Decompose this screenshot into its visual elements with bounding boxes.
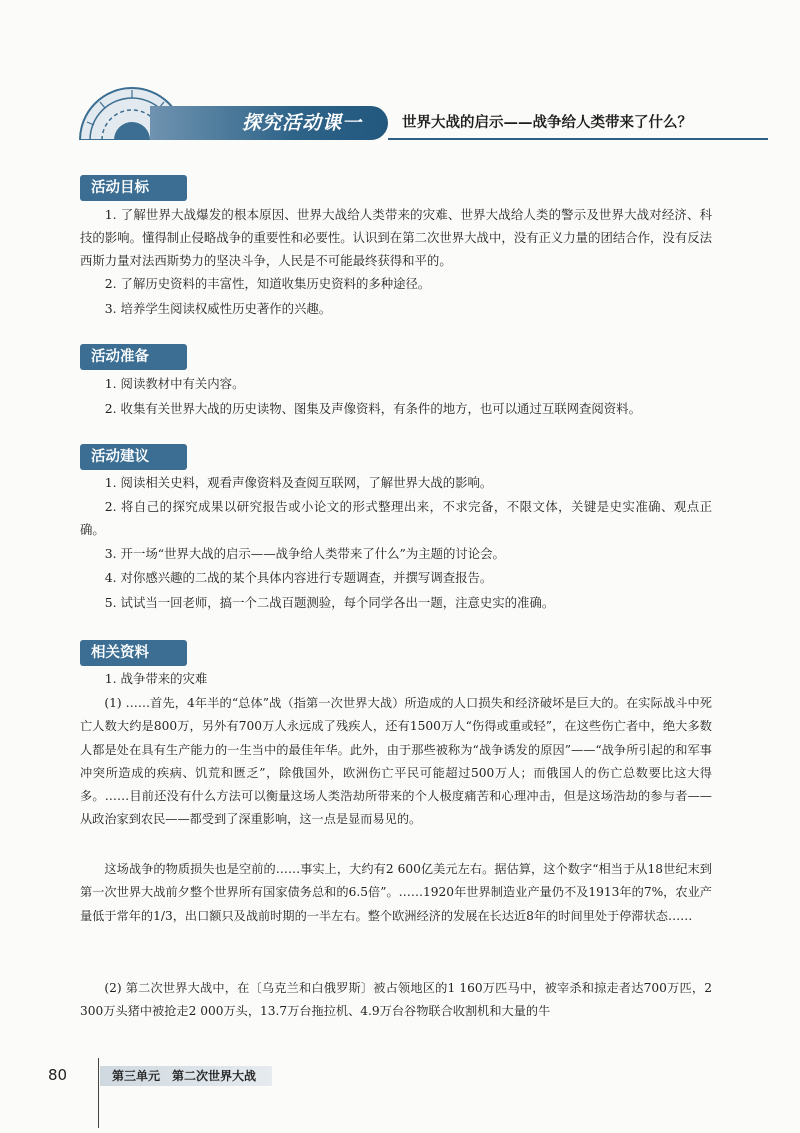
activity-banner (72, 82, 712, 142)
footer-divider (98, 1058, 99, 1128)
page-title: 世界大战的启示——战争给人类带来了什么？ (402, 114, 692, 131)
section-label-suggestions: 活动建议 (80, 444, 187, 470)
section-label-goals: 活动目标 (80, 175, 187, 201)
section-label-materials: 相关资料 (80, 640, 187, 666)
materials-paragraph-1: (1) ……首先，4年半的“总体”战（指第一次世界大战）所造成的人口损失和经济破坏是巨大的。在实际战斗中死亡人数大约是800万，另外有700万人永远成了残疾人，还有1500万人“伤得或重或轻”，在这些伤亡者中，绝大多数人都是处在具有生产能力的一生当中的最佳年华。此外，由于那些被称为“战争诱发的原因”——“战争所引起的和军事冲突所造成的疾病、饥荒和匮乏”，除俄国外，欧洲伤亡平民可能超过500万人；而俄国人的伤亡总数要比这大得多。……目前还没有什么方法可以衡量这场人类浩劫所带来的个人极度痛苦和心理冲击，但是这场浩劫的参与者——从政治家到农民——都受到了深重影响，这一点是显而易见的。 (80, 696, 712, 827)
page-number: 80 (48, 1066, 68, 1084)
banner-divider (388, 138, 768, 140)
suggestions-paragraph-4: 4. 对你感兴趣的二战的某个具体内容进行专题调查，并撰写调查报告。 (104, 570, 493, 585)
goals-paragraph-3: 3. 培养学生阅读权威性历史著作的兴趣。 (104, 301, 332, 316)
preparation-paragraph-2: 2. 收集有关世界大战的历史读物、图集及声像资料，有条件的地方，也可以通过互联网查阅资料。 (104, 401, 641, 416)
goals-paragraph-2: 2. 了解历史资料的丰富性，知道收集历史资料的多种途径。 (104, 276, 431, 291)
preparation-paragraph-1: 1. 阅读教材中有关内容。 (104, 376, 245, 391)
suggestions-paragraph-2: 2. 将自己的探究成果以研究报告或小论文的形式整理出来，不求完备，不限文体，关键是史实准确、观点正确。 (80, 499, 712, 537)
materials-paragraph-2: 这场战争的物质损失也是空前的……事实上，大约有2 600亿美元左右。据估算，这个数字“相当于从18世纪末到第一次世界大战前夕整个世界所有国家债务总和的6.5倍”。……1920年世界制造业产量仍不及1913年的7%，农业产量低于常年的1/3，出口额只及战前时期的一半左右。整个欧洲经济的发展在长达近8年的时间里处于停滞状态…… (80, 862, 712, 923)
section-label-preparation: 活动准备 (80, 344, 187, 370)
materials-subheading: 1. 战争带来的灾难 (104, 671, 208, 686)
materials-paragraph-3: (2) 第二次世界大战中，在〔乌克兰和白俄罗斯〕被占领地区的1 160万匹马中，被宰杀和掠走者达700万匹，2 300万头猪中被抢走2 000万头，13.7万台拖拉机、4.9万台谷物联合收割机和大量的牛 (80, 981, 712, 1019)
suggestions-paragraph-3: 3. 开一场“世界大战的启示——战争给人类带来了什么”为主题的讨论会。 (104, 546, 505, 561)
activity-tab-label: 探究活动课一 (150, 106, 388, 140)
goals-paragraph-1: 1. 了解世界大战爆发的根本原因、世界大战给人类带来的灾难、世界大战给人类的警示及世界大战对经济、科技的影响。懂得制止侵略战争的重要性和必要性。认识到在第二次世界大战中，没有正义力量的团结合作，没有反法西斯力量对法西斯势力的坚决斗争，人民是不可能最终获得和平的。 (80, 207, 712, 268)
chapter-label: 第三单元 第二次世界大战 (100, 1066, 272, 1086)
suggestions-paragraph-5: 5. 试试当一回老师，搞一个二战百题测验，每个同学各出一题，注意史实的准确。 (104, 595, 555, 610)
suggestions-paragraph-1: 1. 阅读相关史料，观看声像资料及查阅互联网，了解世界大战的影响。 (104, 475, 493, 490)
